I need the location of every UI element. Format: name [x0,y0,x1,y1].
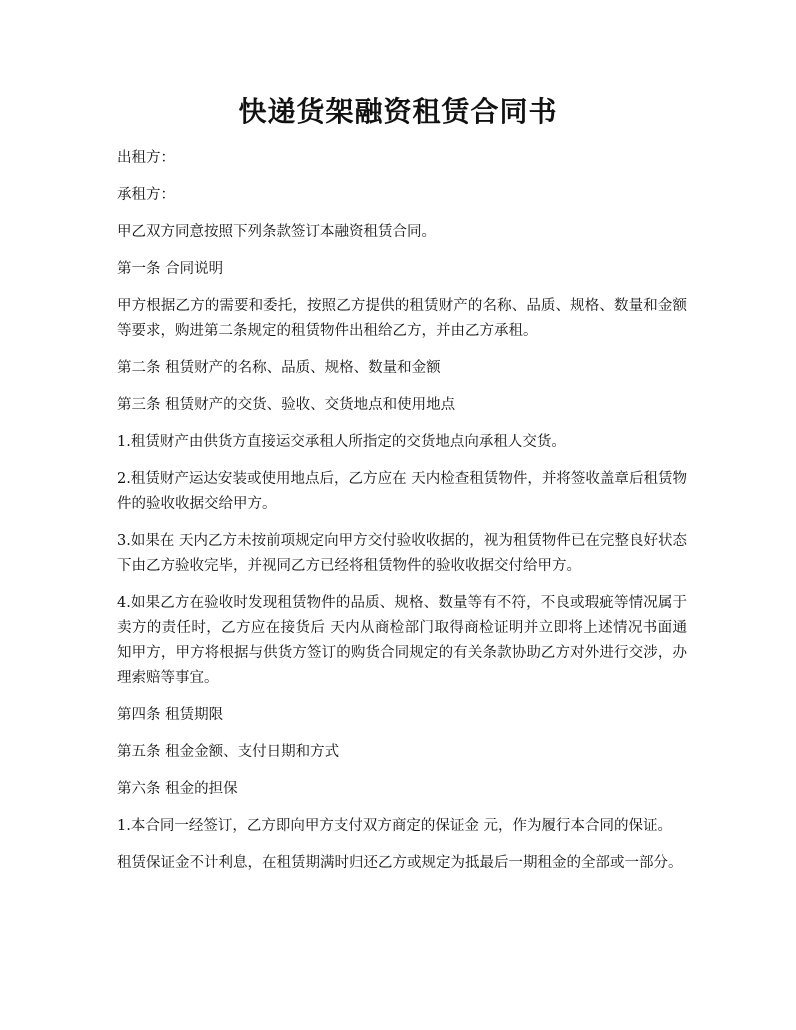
article-3-clause-2: 2.租赁财产运达安装或使用地点后，乙方应在 天内检查租赁物件，并将签收盖章后租赁物件的验收收据交给甲方。 [117,471,687,512]
document-title: 快递货架融资租赁合同书 [238,95,558,128]
article-3-clause-4: 4.如果乙方在验收时发现租赁物件的品质、规格、数量等有不符，不良或瑕疵等情况属于卖方的责任时，乙方应在接货后 天内从商检部门取得商检证明并立即将上述情况书面通知甲方，甲方将根据与供货方签订的购货合同规定的有关条款协助乙方对外进行交涉，办理索赔等事宜。 [117,595,687,686]
article-1-text: 甲方根据乙方的需要和委托，按照乙方提供的租赁财产的名称、品质、规格、数量和金额等要求，购进第二条规定的租赁物件出租给乙方，并由乙方承租。 [117,298,687,339]
document-body [117,146,687,888]
article-5-heading: 第五条 租金金额、支付日期和方式 [117,744,340,760]
article-3-clause-3: 3.如果在 天内乙方未按前项规定向甲方交付验收收据的，视为租赁物件已在完整良好状态下由乙方验收完毕，并视同乙方已经将租赁物件的验收收据交付给甲方。 [117,533,687,574]
article-4-heading: 第四条 租赁期限 [117,707,224,723]
article-6-deposit-note: 租赁保证金不计利息，在租赁期满时归还乙方或规定为抵最后一期租金的全部或一部分。 [117,855,683,871]
article-3-clause-1: 1.租赁财产由供货方直接运交承租人所指定的交货地点向承租人交货。 [117,434,566,450]
article-1-heading: 第一条 合同说明 [117,261,224,277]
article-6-heading: 第六条 租金的担保 [117,781,238,797]
lessee-line: 承租方： [117,187,175,203]
lessor-line: 出租方： [117,150,175,166]
article-6-clause-1: 1.本合同一经签订，乙方即向甲方支付双方商定的保证金 元，作为履行本合同的保证。 [117,818,672,834]
article-2-heading: 第二条 租赁财产的名称、品质、规格、数量和金额 [117,360,441,376]
article-3-heading: 第三条 租赁财产的交货、验收、交货地点和使用地点 [117,397,456,413]
preamble: 甲乙双方同意按照下列条款签订本融资租赁合同。 [117,224,436,240]
